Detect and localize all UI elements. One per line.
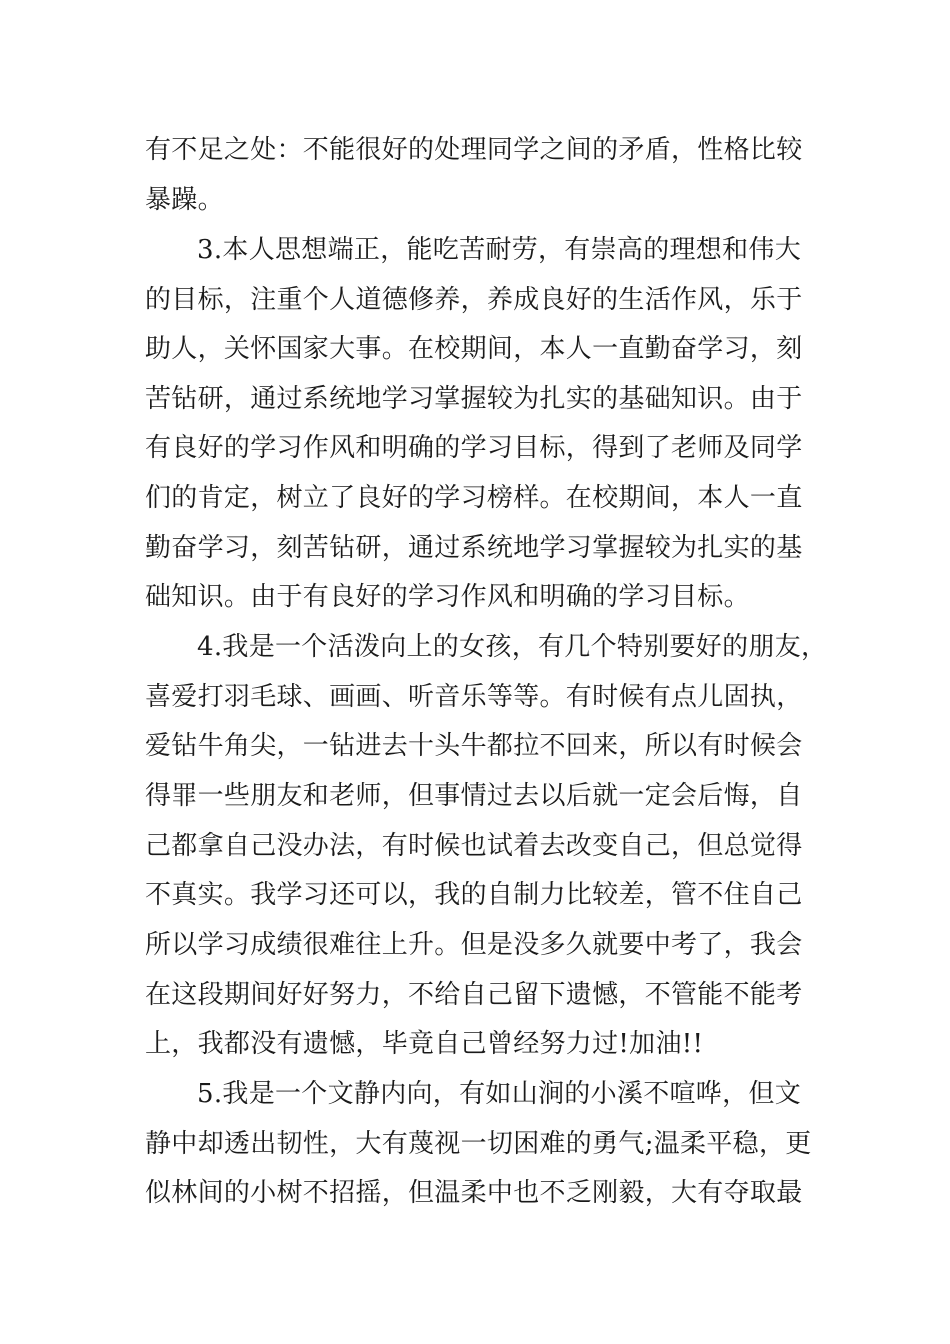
text-line: 似林间的小树不招摇，但温柔中也不乏刚毅，大有夺取最 bbox=[145, 1178, 803, 1208]
text-line: 不真实。我学习还可以，我的自制力比较差，管不住自己 bbox=[145, 880, 803, 910]
text-line: 得罪一些朋友和老师，但事情过去以后就一定会后悔，自 bbox=[145, 781, 803, 811]
text-line: 暴躁。 bbox=[145, 185, 224, 215]
text-line: 苦钻研，通过系统地学习掌握较为扎实的基础知识。由于 bbox=[145, 384, 803, 414]
text-line: 有良好的学习作风和明确的学习目标，得到了老师及同学 bbox=[145, 433, 803, 463]
text-line: 在这段期间好好努力，不给自己留下遗憾，不管能不能考 bbox=[145, 980, 803, 1010]
text-line: 爱钻牛角尖，一钻进去十头牛都拉不回来，所以有时候会 bbox=[145, 731, 803, 761]
text-line: 础知识。由于有良好的学习作风和明确的学习目标。 bbox=[145, 582, 750, 612]
text-line: 静中却透出韧性，大有蔑视一切困难的勇气;温柔平稳，更 bbox=[145, 1129, 812, 1159]
text-line: 上，我都没有遗憾，毕竟自己曾经努力过!加油!! bbox=[145, 1029, 704, 1059]
paragraph-3-start: 3.本人思想端正，能吃苦耐劳，有崇高的理想和伟大 bbox=[197, 235, 802, 265]
paragraph-4-start: 4.我是一个活泼向上的女孩，有几个特别要好的朋友， bbox=[197, 632, 828, 662]
text-line: 喜爱打羽毛球、画画、听音乐等等。有时候有点儿固执， bbox=[145, 682, 803, 712]
text-line: 所以学习成绩很难往上升。但是没多久就要中考了，我会 bbox=[145, 930, 803, 960]
text-line: 助人，关怀国家大事。在校期间，本人一直勤奋学习，刻 bbox=[145, 334, 803, 364]
paragraph-5-start: 5.我是一个文静内向，有如山涧的小溪不喧哗，但文 bbox=[197, 1079, 802, 1109]
text-line: 己都拿自己没办法，有时候也试着去改变自己，但总觉得 bbox=[145, 831, 803, 861]
text-line: 勤奋学习，刻苦钻研，通过系统地学习掌握较为扎实的基 bbox=[145, 533, 803, 563]
text-line: 的目标，注重个人道德修养，养成良好的生活作风，乐于 bbox=[145, 285, 803, 315]
text-line: 们的肯定，树立了良好的学习榜样。在校期间，本人一直 bbox=[145, 483, 803, 513]
text-line: 有不足之处：不能很好的处理同学之间的矛盾，性格比较 bbox=[145, 135, 803, 165]
